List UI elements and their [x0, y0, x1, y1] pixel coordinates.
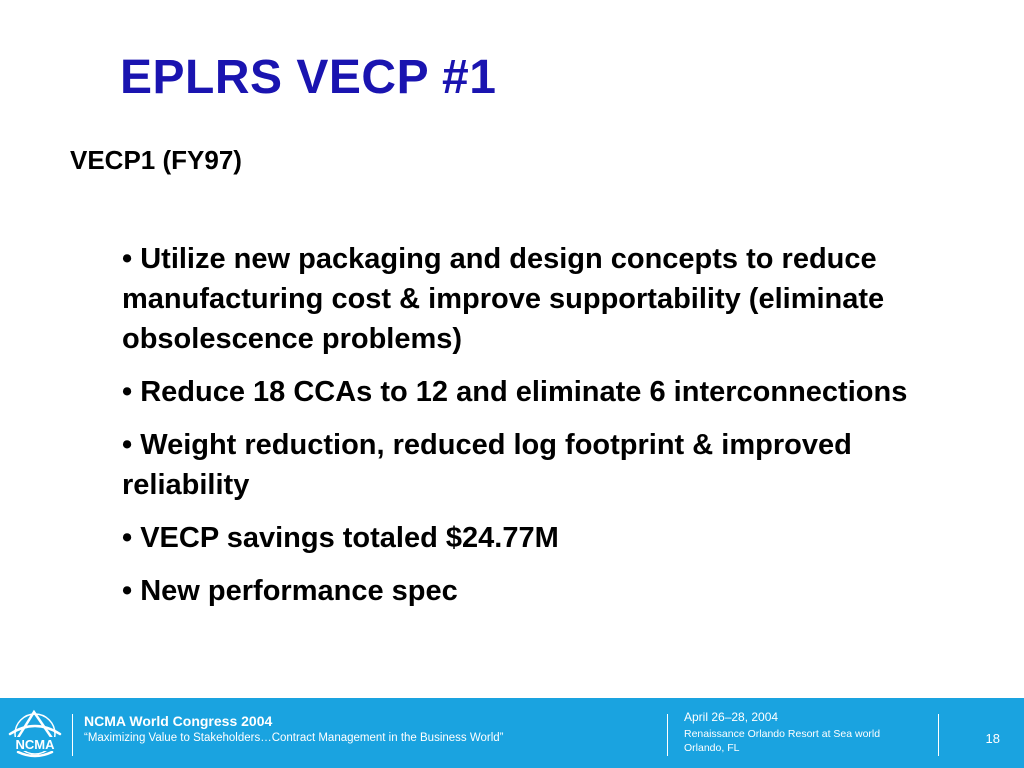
- venue-line: Renaissance Orlando Resort at Sea world: [684, 728, 881, 740]
- bullet-list: [122, 239, 952, 624]
- footer-divider: [667, 714, 668, 756]
- slide-footer: [0, 698, 1024, 768]
- bullet-item: [122, 425, 952, 505]
- bullet-mark: •: [122, 522, 141, 554]
- ncma-logo: [6, 704, 64, 760]
- bullet-text: Reduce 18 CCAs to 12 and eliminate 6 interconnections: [140, 376, 908, 408]
- bullet-mark: •: [122, 429, 141, 461]
- bullet-text: VECP savings totaled $24.77M: [140, 522, 559, 554]
- bullet-mark: •: [122, 243, 141, 275]
- bullet-item: [122, 518, 952, 558]
- bullet-mark: •: [122, 376, 141, 408]
- conference-tagline: “Maximizing Value to Stakeholders…Contract Management in the Business World”: [84, 732, 504, 744]
- conference-venue: [684, 727, 880, 755]
- svg-text:NCMA: NCMA: [15, 737, 55, 752]
- bullet-item: [122, 372, 952, 412]
- bullet-item: [122, 571, 952, 611]
- bullet-text: Weight reduction, reduced log footprint & improved reliability: [122, 429, 852, 501]
- footer-divider: [72, 714, 73, 756]
- footer-divider: [938, 714, 939, 756]
- bullet-text: Utilize new packaging and design concepts to reduce manufacturing cost & improve supportability (eliminate obsolescence problems): [122, 243, 885, 355]
- bullet-mark: •: [122, 575, 141, 607]
- page-number: 18: [985, 731, 1000, 746]
- conference-date: April 26–28, 2004: [684, 710, 779, 724]
- slide-subheading: VECP1 (FY97): [70, 145, 242, 175]
- slide-title: EPLRS VECP #1: [120, 51, 497, 104]
- venue-line: Orlando, FL: [684, 742, 740, 754]
- bullet-item: [122, 239, 952, 359]
- bullet-text: New performance spec: [140, 575, 458, 607]
- conference-name: NCMA World Congress 2004: [84, 713, 273, 729]
